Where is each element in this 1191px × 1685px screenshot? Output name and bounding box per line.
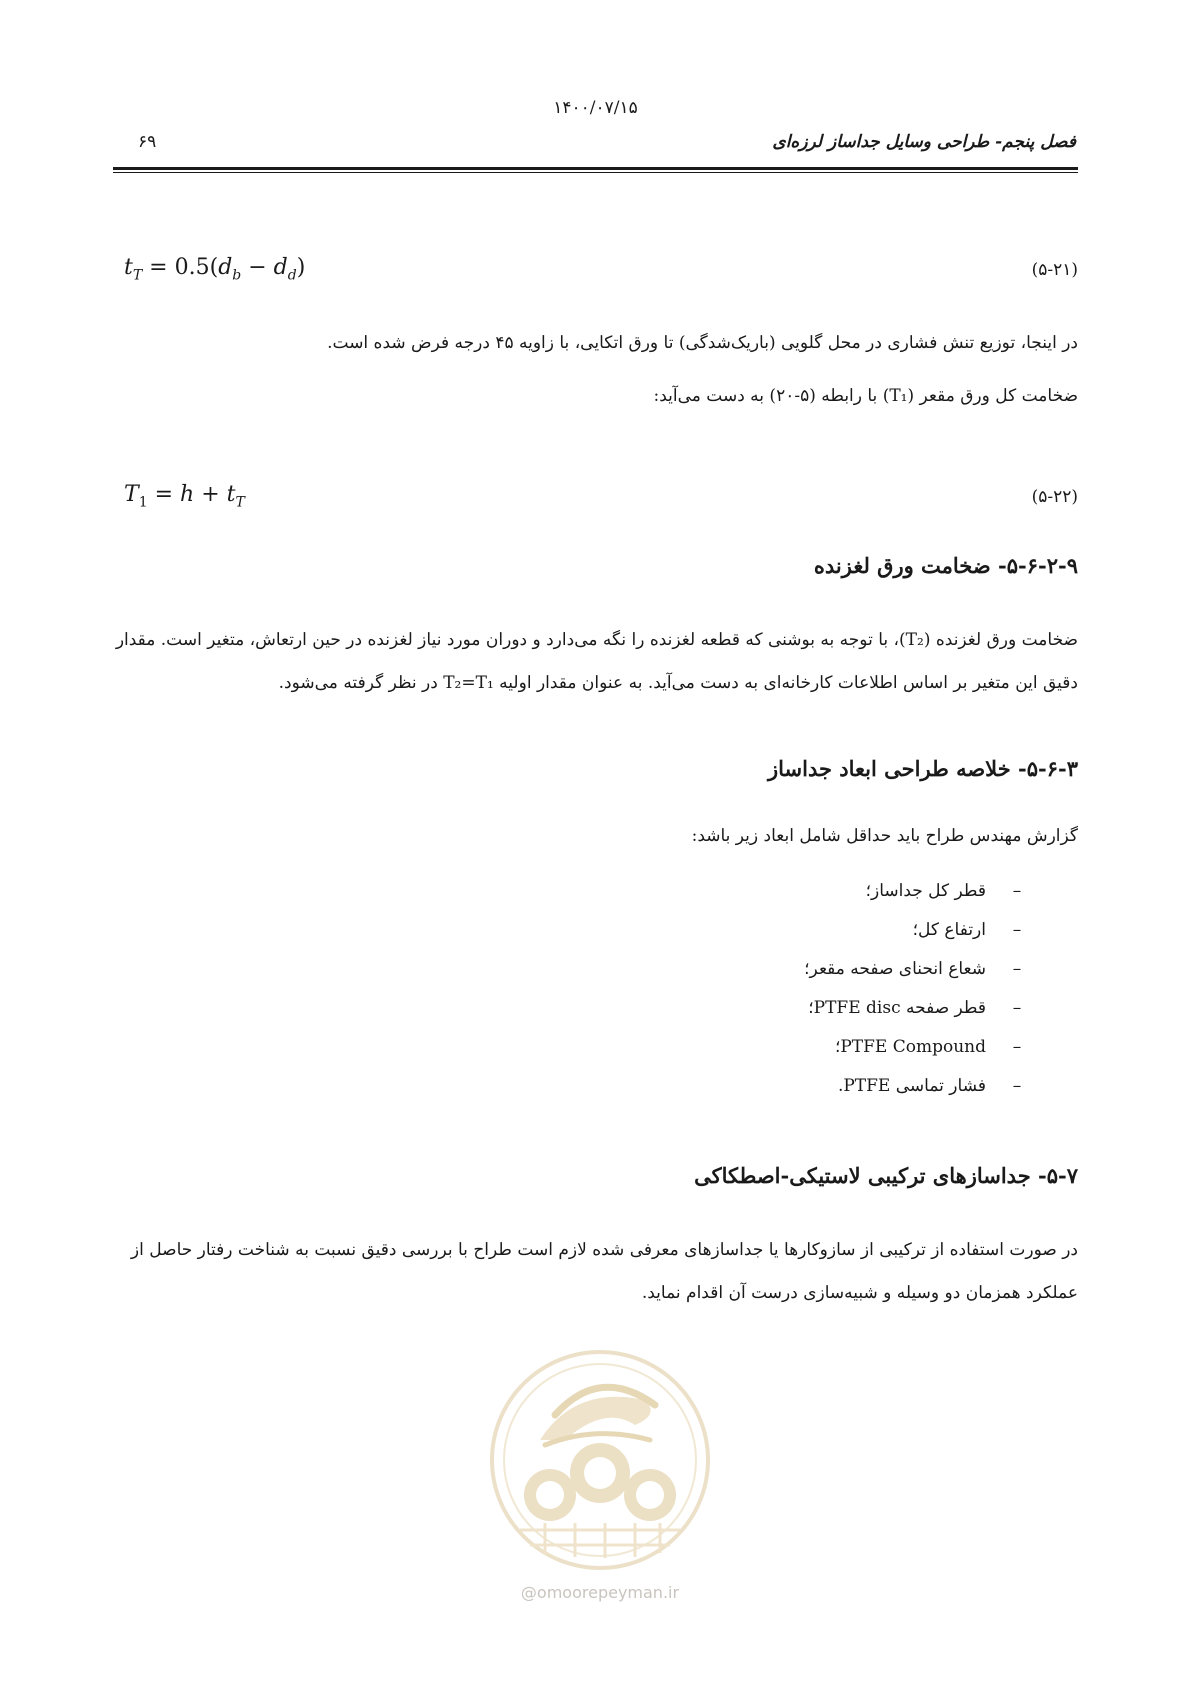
paragraph-slider-line1: ضخامت ورق لغزنده (T₂)، با توجه به بوشنی که قطعه لغزنده را نگه می‌دارد و دوران مورد نیاز لغزنده در حین ارتعاش، متغیر است. مقدار [115, 630, 1078, 650]
list-item-text: شعاع انحنای صفحه مقعر؛ [804, 959, 986, 979]
eq22-t-sub: T [235, 494, 245, 511]
eq21-d1-sub: b [232, 267, 242, 284]
dash-bullet: – [1012, 998, 1022, 1018]
watermark-url: @omoorepeyman.ir [520, 1583, 680, 1602]
paragraph-slider-line2: دقیق این متغیر بر اساس اطلاعات کارخانه‌ای به دست می‌آید. به عنوان مقدار اولیه T₂=T₁ در نظر گرفته می‌شود. [278, 673, 1078, 693]
list-item [778, 1067, 1078, 1106]
dimension-list [778, 872, 1078, 1106]
header-date: ۱۴۰۰/۰۷/۱۵ [553, 98, 638, 118]
list-item [778, 1028, 1078, 1067]
list-item [778, 872, 1078, 911]
dash-bullet: – [1012, 1037, 1022, 1057]
list-item-text: ارتفاع کل؛ [912, 920, 986, 940]
eq22-middle: = [147, 482, 181, 507]
eq22-lhs-sub: 1 [138, 494, 148, 511]
equation-5-22 [124, 482, 245, 510]
dash-bullet: – [1012, 959, 1022, 979]
dash-bullet: – [1012, 881, 1022, 901]
list-item-text: قطر صفحه PTFE disc؛ [808, 998, 986, 1018]
paragraph-concave-thickness: ضخامت کل ورق مقعر (T₁) با رابطه (۵-۲۰) به دست می‌آید: [653, 386, 1078, 406]
paragraph-stress-distribution: در اینجا، توزیع تنش فشاری در محل گلویی (باریک‌شدگی) تا ورق اتکایی، با زاویه ۴۵ درجه فرض شده است. [327, 333, 1078, 353]
list-item-text: قطر کل جداساز؛ [865, 881, 986, 901]
eq21-lhs-sub: T [132, 267, 143, 284]
eq21-d2: d [273, 255, 288, 280]
section-heading-design-summary: ۵-۶-۳- خلاصه طراحی ابعاد جداساز [768, 756, 1078, 781]
dash-bullet: – [1012, 1076, 1022, 1096]
eq21-lhs: t [124, 255, 133, 280]
eq21-d2-sub: d [287, 267, 297, 284]
eq21-minus: − [241, 255, 274, 280]
watermark-logo [485, 1345, 715, 1575]
eq22-h: h [180, 482, 195, 507]
list-item [778, 989, 1078, 1028]
header-rule-thick [113, 167, 1078, 170]
section-heading-slider-thickness: ۵-۶-۲-۹- ضخامت ورق لغزنده [813, 553, 1078, 578]
list-item-text: فشار تماسی PTFE. [837, 1076, 986, 1096]
eq22-t: t [226, 482, 236, 507]
paragraph-report-intro: گزارش مهندس طراح باید حداقل شامل ابعاد زیر باشد: [691, 826, 1078, 846]
header-rule-thin [113, 172, 1078, 173]
paragraph-hybrid-line2: عملکرد همزمان دو وسیله و شبیه‌سازی درست آن اقدام نماید. [641, 1283, 1078, 1303]
list-item [778, 911, 1078, 950]
eq22-plus: + [194, 482, 227, 507]
list-item-text: PTFE Compound؛ [834, 1037, 986, 1057]
page-number: ۶۹ [138, 132, 157, 152]
eq21-close: ) [296, 255, 306, 280]
equation-5-21 [124, 255, 305, 283]
eq21-d1: d [218, 255, 233, 280]
equation-5-22-number: (۵-۲۲) [1031, 487, 1078, 507]
list-item [778, 950, 1078, 989]
chapter-title: فصل پنجم- طراحی وسایل جداساز لرزه‌ای [772, 132, 1076, 152]
eq22-lhs: T [124, 482, 139, 507]
equation-5-21-number: (۵-۲۱) [1031, 260, 1078, 280]
paragraph-hybrid-line1: در صورت استفاده از ترکیبی از سازوکارها یا جداسازهای معرفی شده لازم است طراح با بررسی دقیق نسبت به شناخت رفتار حاصل از [130, 1240, 1078, 1260]
section-heading-hybrid-isolators: ۵-۷- جداسازهای ترکیبی لاستیکی-اصطکاکی [694, 1163, 1078, 1188]
eq21-middle: = 0.5( [142, 255, 219, 280]
dash-bullet: – [1012, 920, 1022, 940]
